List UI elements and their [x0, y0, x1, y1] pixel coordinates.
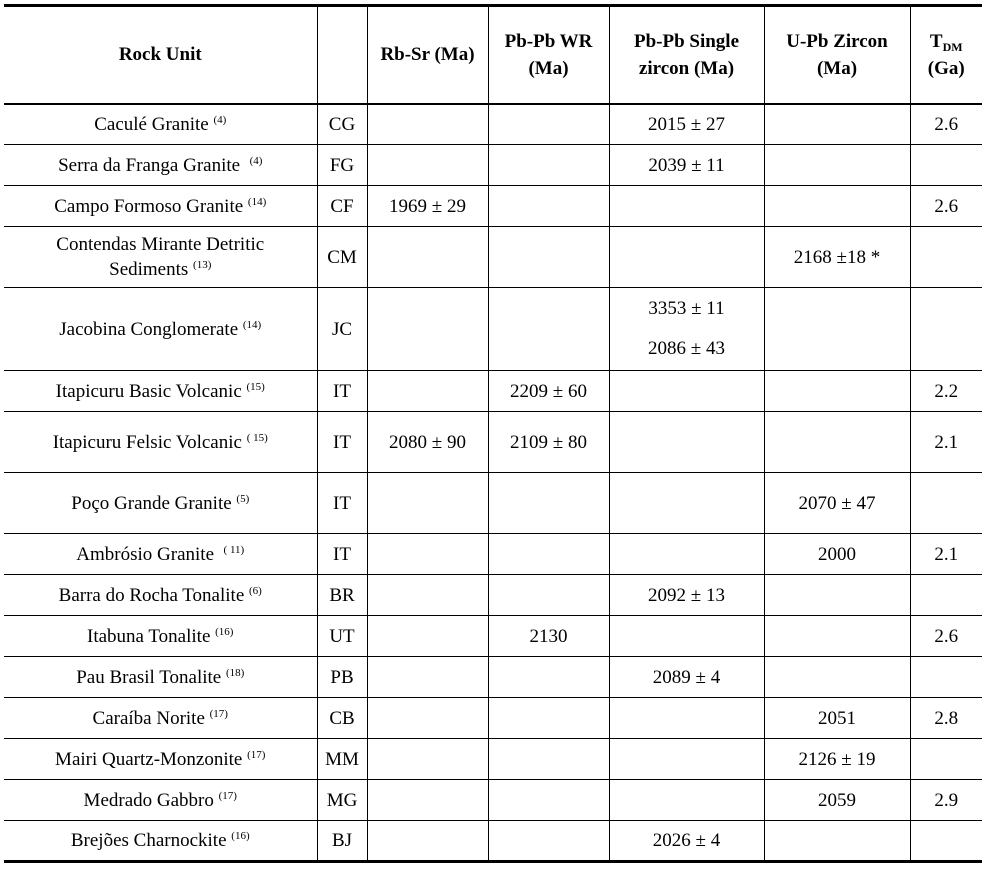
code-cell: FG: [317, 145, 367, 186]
pbwr-cell: 2130: [488, 616, 609, 657]
pbsingle-cell: 2092 ± 13: [609, 575, 764, 616]
pbwr-cell: [488, 186, 609, 227]
pbwr-cell: 2109 ± 80: [488, 412, 609, 473]
code-cell: MG: [317, 780, 367, 821]
pbwr-cell: [488, 534, 609, 575]
rock-unit-cell: Contendas Mirante Detritic Sediments $^{(13)}$: [4, 227, 317, 288]
header-upb-zircon: U-Pb Zircon (Ma): [764, 6, 910, 104]
upb-cell: [764, 616, 910, 657]
code-cell: IT: [317, 534, 367, 575]
code-cell: JC: [317, 288, 367, 371]
tdm-cell: 2.1: [910, 412, 982, 473]
header-rock-unit: Rock Unit: [4, 6, 317, 104]
table-row: [4, 371, 982, 412]
tdm-cell: [910, 473, 982, 534]
geochronology-table-container: [4, 4, 982, 863]
table-row: [4, 534, 982, 575]
pbwr-cell: [488, 104, 609, 145]
pbwr-cell: [488, 739, 609, 780]
pbsingle-cell: [609, 698, 764, 739]
pbsingle-cell: [609, 371, 764, 412]
pbwr-cell: [488, 288, 609, 371]
rbsr-cell: [367, 657, 488, 698]
upb-cell: 2168 ±18 *: [764, 227, 910, 288]
rock-unit-cell: Itapicuru Basic Volcanic $^{(15)}$: [4, 371, 317, 412]
code-cell: BR: [317, 575, 367, 616]
code-cell: MM: [317, 739, 367, 780]
rock-unit-cell: Medrado Gabbro $^{(17)}$: [4, 780, 317, 821]
pbsingle-cell: 3353 ± 11 2086 ± 43: [609, 288, 764, 371]
tdm-cell: [910, 575, 982, 616]
rock-unit-cell: Caraíba Norite $^{(17)}$: [4, 698, 317, 739]
code-cell: CG: [317, 104, 367, 145]
rbsr-cell: [367, 288, 488, 371]
header-pbpb-wr: Pb-Pb WR (Ma): [488, 6, 609, 104]
pbwr-cell: [488, 657, 609, 698]
upb-cell: 2126 ± 19: [764, 739, 910, 780]
header-tdm: $T_{DM}$ (Ga): [910, 6, 982, 104]
pbsingle-cell: 2039 ± 11: [609, 145, 764, 186]
code-cell: UT: [317, 616, 367, 657]
code-cell: IT: [317, 412, 367, 473]
upb-cell: [764, 104, 910, 145]
pbsingle-cell: [609, 739, 764, 780]
table-row: [4, 104, 982, 145]
rock-unit-cell: Itapicuru Felsic Volcanic $^{( 15)}$: [4, 412, 317, 473]
rock-unit-cell: Serra da Franga Granite $^{(4)}$: [4, 145, 317, 186]
table-row: [4, 412, 982, 473]
rock-unit-cell: Brejões Charnockite $^{(16)}$: [4, 821, 317, 862]
table-row: [4, 739, 982, 780]
rock-unit-cell: Poço Grande Granite $^{(5)}$: [4, 473, 317, 534]
header-row: [4, 6, 982, 104]
pbsingle-cell: 2015 ± 27: [609, 104, 764, 145]
upb-cell: 2051: [764, 698, 910, 739]
rbsr-cell: 1969 ± 29: [367, 186, 488, 227]
pbwr-cell: [488, 473, 609, 534]
rock-unit-cell: Caculé Granite $^{(4)}$: [4, 104, 317, 145]
table-row: [4, 616, 982, 657]
tdm-cell: [910, 657, 982, 698]
code-cell: BJ: [317, 821, 367, 862]
tdm-cell: 2.1: [910, 534, 982, 575]
tdm-cell: 2.6: [910, 616, 982, 657]
code-cell: CM: [317, 227, 367, 288]
rock-unit-cell: Jacobina Conglomerate $^{(14)}$: [4, 288, 317, 371]
rbsr-cell: [367, 739, 488, 780]
pbsingle-cell: [609, 227, 764, 288]
upb-cell: 2059: [764, 780, 910, 821]
pbsingle-cell: 2089 ± 4: [609, 657, 764, 698]
rbsr-cell: [367, 534, 488, 575]
pbsingle-cell: [609, 616, 764, 657]
rock-unit-cell: Pau Brasil Tonalite $^{(18)}$: [4, 657, 317, 698]
table-row: [4, 575, 982, 616]
upb-cell: [764, 186, 910, 227]
table-row: [4, 657, 982, 698]
upb-cell: 2000: [764, 534, 910, 575]
pbwr-cell: [488, 227, 609, 288]
code-cell: CF: [317, 186, 367, 227]
geochronology-table: [4, 4, 982, 863]
tdm-cell: [910, 739, 982, 780]
pbwr-cell: 2209 ± 60: [488, 371, 609, 412]
rbsr-cell: [367, 616, 488, 657]
rbsr-cell: [367, 575, 488, 616]
pbsingle-cell: [609, 473, 764, 534]
pbwr-cell: [488, 145, 609, 186]
tdm-cell: [910, 145, 982, 186]
pbsingle-cell: [609, 412, 764, 473]
rbsr-cell: [367, 104, 488, 145]
rbsr-cell: [367, 473, 488, 534]
code-cell: CB: [317, 698, 367, 739]
pbwr-cell: [488, 575, 609, 616]
pbsingle-cell: [609, 186, 764, 227]
tdm-cell: 2.6: [910, 104, 982, 145]
rock-unit-cell: Mairi Quartz-Monzonite $^{(17)}$: [4, 739, 317, 780]
rock-unit-cell: Ambrósio Granite $^{( 11)}$: [4, 534, 317, 575]
pbsingle-cell: [609, 780, 764, 821]
table-row: [4, 698, 982, 739]
upb-cell: [764, 821, 910, 862]
upb-cell: [764, 288, 910, 371]
upb-cell: [764, 412, 910, 473]
upb-cell: [764, 575, 910, 616]
header-rbsr: Rb-Sr (Ma): [367, 6, 488, 104]
rbsr-cell: [367, 227, 488, 288]
rbsr-cell: 2080 ± 90: [367, 412, 488, 473]
rbsr-cell: [367, 698, 488, 739]
rbsr-cell: [367, 371, 488, 412]
rbsr-cell: [367, 780, 488, 821]
table-row: [4, 288, 982, 371]
header-code: [317, 6, 367, 104]
code-cell: IT: [317, 371, 367, 412]
table-row: [4, 473, 982, 534]
tdm-cell: 2.9: [910, 780, 982, 821]
pbwr-cell: [488, 821, 609, 862]
header-pbpb-single-zircon: Pb-Pb Single zircon (Ma): [609, 6, 764, 104]
upb-cell: [764, 657, 910, 698]
pbwr-cell: [488, 698, 609, 739]
tdm-cell: [910, 227, 982, 288]
rbsr-cell: [367, 821, 488, 862]
table-row: [4, 821, 982, 862]
code-cell: IT: [317, 473, 367, 534]
table-row: [4, 780, 982, 821]
table-row: [4, 145, 982, 186]
rock-unit-cell: Itabuna Tonalite $^{(16)}$: [4, 616, 317, 657]
tdm-cell: 2.2: [910, 371, 982, 412]
tdm-cell: 2.6: [910, 186, 982, 227]
table-row: [4, 186, 982, 227]
upb-cell: 2070 ± 47: [764, 473, 910, 534]
tdm-cell: 2.8: [910, 698, 982, 739]
rock-unit-cell: Campo Formoso Granite $^{(14)}$: [4, 186, 317, 227]
upb-cell: [764, 145, 910, 186]
rock-unit-cell: Barra do Rocha Tonalite $^{(6)}$: [4, 575, 317, 616]
rbsr-cell: [367, 145, 488, 186]
code-cell: PB: [317, 657, 367, 698]
tdm-cell: [910, 821, 982, 862]
tdm-cell: [910, 288, 982, 371]
pbsingle-cell: 2026 ± 4: [609, 821, 764, 862]
upb-cell: [764, 371, 910, 412]
table-row: [4, 227, 982, 288]
pbsingle-cell: [609, 534, 764, 575]
pbwr-cell: [488, 780, 609, 821]
